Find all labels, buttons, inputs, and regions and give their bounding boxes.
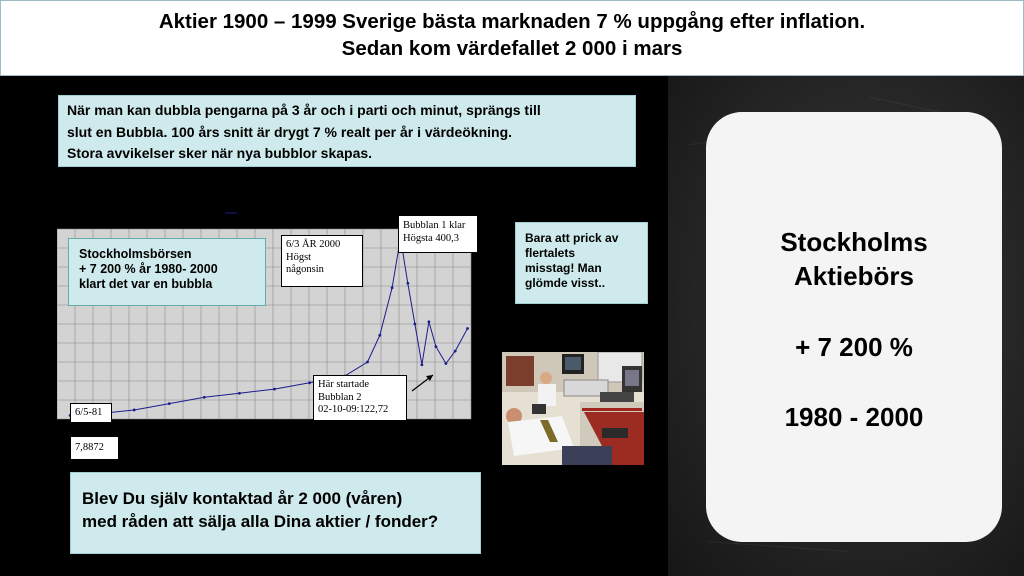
series-point	[427, 320, 430, 323]
label-bubble-1	[398, 215, 478, 253]
series-point	[273, 388, 276, 391]
series-point	[454, 350, 457, 353]
label-line: 6/3 ÅR 2000	[286, 239, 341, 250]
note-question	[70, 472, 481, 554]
series-point	[391, 286, 394, 289]
trader-photo	[502, 352, 644, 465]
label-line: Högst	[286, 251, 312, 263]
series-point	[406, 282, 409, 285]
label-line: 02-10-09:122,72	[318, 404, 389, 415]
series-point	[445, 362, 448, 365]
slide-title	[0, 0, 1024, 76]
series-point	[168, 402, 171, 405]
label-start-value: 7,8872	[70, 436, 119, 460]
texture-scratch	[708, 541, 848, 552]
note-prick-av	[515, 222, 648, 304]
series-point	[378, 334, 381, 337]
series-point	[420, 363, 423, 366]
note-line: slut en Bubbla. 100 års snitt är drygt 7 % realt per år i värdeökning.	[67, 123, 513, 140]
slide-title-line-1: Aktier 1900 – 1999 Sverige bästa marknaden 7 % uppgång efter inflation.	[158, 10, 866, 33]
label-line: Högsta 400,3	[403, 232, 459, 244]
callout-line: klart det var en bubbla	[79, 277, 213, 291]
note-bubble-explanation	[58, 95, 636, 167]
callout-line: Stockholmsbörsen	[79, 247, 192, 261]
label-line: någonsin	[286, 264, 324, 275]
label-line: Bubblan 1 klar	[403, 220, 466, 231]
series-point	[238, 392, 241, 395]
callout-line: + 7 200 % år 1980- 2000	[79, 262, 218, 276]
note-line: misstag! Man	[525, 261, 602, 275]
series-point	[203, 396, 206, 399]
series-point	[435, 345, 438, 348]
series-point	[308, 381, 311, 384]
note-line: Bara att prick av	[525, 231, 619, 245]
series-point	[466, 327, 469, 330]
note-line: med råden att sälja alla Dina aktier / fonder?	[82, 512, 439, 531]
chart-legend: Affärsvärldens Generalindex	[240, 211, 322, 218]
note-line: glömde visst..	[525, 276, 606, 290]
card-line-stockholms: Stockholms	[780, 227, 928, 257]
label-line: Bubblan 2	[318, 391, 362, 403]
note-line: flertalets	[525, 246, 576, 260]
card-line-percent: + 7 200 %	[795, 332, 913, 362]
card-line-years: 1980 - 2000	[784, 402, 924, 432]
trader-illustration	[502, 352, 644, 465]
note-line: Blev Du själv kontaktad år 2 000 (våren)	[82, 489, 403, 508]
note-line: När man kan dubbla pengarna på 3 år och i parti och minut, sprängs till	[67, 102, 541, 118]
label-peak-date	[281, 235, 363, 287]
slide-title-line-2: Sedan kom värdefallet 2 000 i mars	[341, 37, 683, 60]
series-point	[366, 361, 369, 364]
label-start-date: 6/5-81	[70, 403, 112, 423]
series-point	[133, 409, 136, 412]
label-bubble-2	[313, 375, 407, 421]
callout-stockholmsborsen	[68, 238, 266, 306]
label-line: Här startade	[318, 379, 370, 390]
note-line: Stora avvikelser sker när nya bubblor skapas.	[67, 145, 373, 161]
card-line-aktiebors: Aktiebörs	[794, 261, 914, 291]
series-point	[413, 323, 416, 326]
summary-card	[706, 112, 1002, 542]
